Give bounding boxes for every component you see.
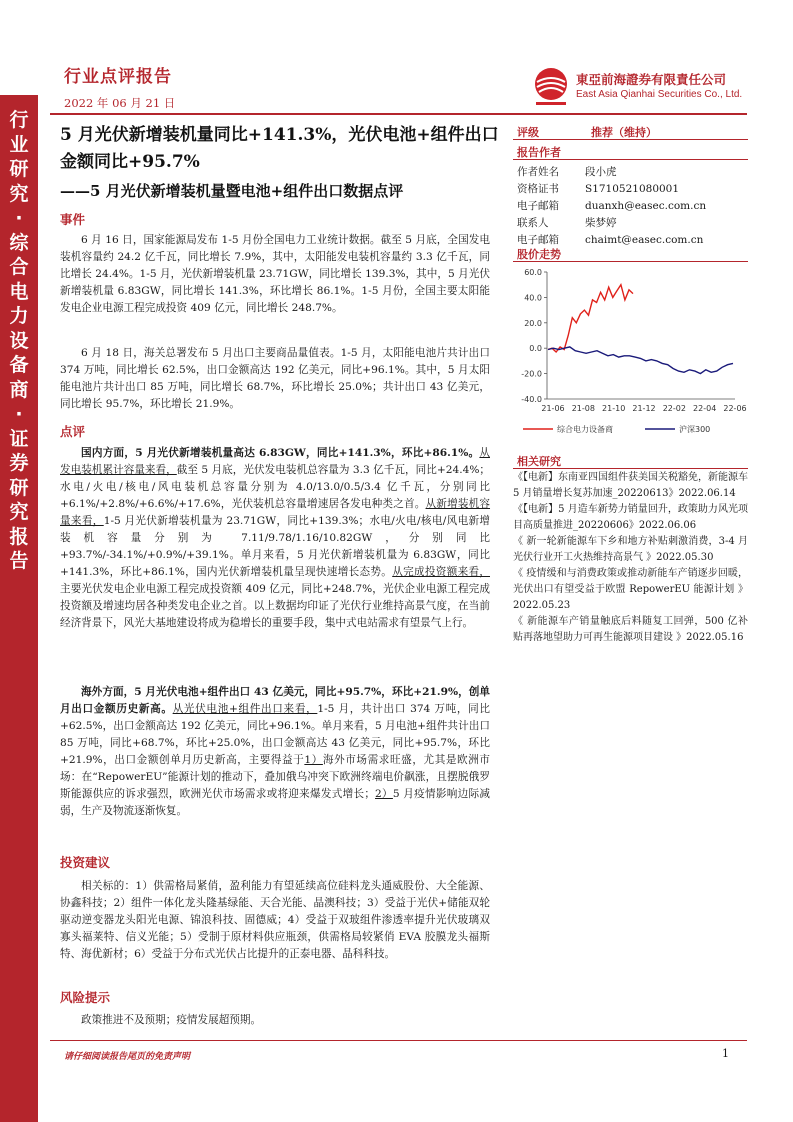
section-comment-heading: 点评 (60, 424, 86, 439)
footer-disclaimer: 请仔细阅读报告尾页的免责声明 (64, 1052, 191, 1062)
chart-series-line (548, 347, 733, 374)
domestic-text-2: 1-5 月光伏新增装机量为 23.71GW，同比+139.3%；水电/火电/核电/风电新增装机容量分别为 7.11/9.78/1.16/10.82GW，分别同比+93.7%/-34.1%/+0.9%/+39.1%。单月来看，5 月光伏新增装机量为 6.83GW，同比+141.3%，环比+86.1%，国内光伏新增装机量呈现快速增长态势。 (60, 515, 491, 578)
sidebar-char: 究 (9, 501, 29, 523)
related-research-item[interactable]: 《【电新】5 月造车新势力销量回升，政策助力风光项目高质量推进_20220606》2022.06.06 (513, 504, 748, 531)
sidebar-char: 证 (9, 427, 29, 450)
chart-y-tick-label: -40.0 (521, 395, 542, 404)
author-row-value: S1710521080001 (585, 183, 680, 195)
overseas-underline-2: 1） (304, 754, 323, 766)
footer-divider (50, 1040, 747, 1041)
domestic-underline-2: 从新增装机容量来看， (60, 498, 491, 527)
overseas-text-1: 1-5 月，共计出口 374 万吨，同比+62.5%，出口金额高达 192 亿美元，同比+96.1%。单月来看，5 月电池+组件共计出口 85 万吨，同比+68.7%，环比+25.0%，出口金额高达 43 亿美元，同比+95.7%，环比+21.9%，出口金额创单月历史新高，主要得益于 (60, 703, 490, 766)
sidebar-char: 业 (9, 133, 29, 156)
chart-x-tick-label: 22-04 (693, 404, 717, 413)
stock-price-chart (513, 262, 748, 447)
sidebar-char: 告 (9, 550, 29, 572)
comment-paragraph-overseas (60, 684, 490, 820)
sidebar-char: 研 (9, 158, 29, 180)
related-section-heading: 相关研究 (513, 451, 748, 469)
sidebar-char: 设 (9, 329, 29, 352)
author-row-value[interactable]: chaimt@easec.com.cn (585, 234, 704, 246)
sidebar-char: 合 (9, 256, 29, 278)
sidebar-char: 研 (9, 476, 29, 499)
section-risk-heading: 风险提示 (60, 990, 111, 1005)
comment-paragraph-domestic (60, 445, 490, 632)
author-section-heading: 报告作者 (513, 142, 748, 160)
header-divider (50, 113, 747, 115)
sidebar-char: 综 (9, 231, 29, 254)
sidebar-char: · (15, 207, 23, 229)
chart-x-tick-label: 21-08 (571, 404, 595, 413)
related-research-item[interactable]: 《 新能源车产销量触底后料随复工回弹，500 亿补贴再落地望助力可再生能源项目建设 》2022.05.16 (513, 616, 748, 643)
report-title: 5 月光伏新增装机量同比+141.3%，光伏电池+组件出口金额同比+95.7% (60, 125, 499, 172)
chart-y-tick-label: -20.0 (521, 369, 542, 379)
author-row (517, 198, 706, 213)
rating-bar (513, 122, 748, 140)
rating-label: 评级 (517, 126, 539, 139)
chart-x-tick-label: 22-06 (723, 404, 747, 413)
chart-x-tick-label: 21-10 (602, 404, 626, 413)
page-number: 1 (722, 1047, 729, 1060)
domestic-underline-1: 从发电装机累计容量来看， (60, 447, 490, 476)
domestic-text-3: 主要光伏发电企业电源工程完成投资额 409 亿元，同比+248.7%，光伏企业电源工程完成投资额及增速均居各种类发电企业之首。以上数据均印证了光伏行业维持高景气度，在当前经济背景下，风光大基地建设将成为稳增长的重要手段，集中式电站需求有望景气上行。 (60, 583, 490, 629)
event-paragraph-1: 6 月 16 日，国家能源局发布 1-5 月份全国电力工业统计数据。截至 5 月底，全国发电装机容量约 24.2 亿千瓦，同比增长 7.9%，其中，太阳能发电装机容量约 3.3 亿千瓦，同比增长 24.4%。1-5 月，光伏新增装机量 23.71GW，同比增长 139.3%，其中，5 月光伏新增装机量 6.83GW，同比增长 141.3%，环比增长 86.1%。1-5 月份，全国主要太阳能发电企业电源工程完成投资 409 亿元，同比增长 248.7%。 (60, 234, 490, 314)
sidebar-char: 券 (9, 452, 29, 474)
section-advice-heading: 投资建议 (60, 855, 111, 870)
sidebar-char: 商 (9, 378, 29, 401)
chart-x-tick-label: 22-02 (662, 404, 686, 413)
author-row-key: 作者姓名 (517, 166, 559, 178)
sidebar-char: · (15, 403, 23, 425)
related-research-item[interactable]: 《 疫情缓和与消费政策或推动新能车产销逐步回暖，光伏出口有望受益于欧盟 RepowerEU 能源计划 》2022.05.23 (513, 568, 748, 611)
related-research-item[interactable]: 《【电新】东南亚四国组件获美国关税豁免，新能源车 5 月销量增长复苏加速_20220613》2022.06.14 (513, 472, 748, 499)
domestic-lead: 国内方面，5 月光伏新增装机量高达 6.83GW，同比+141.3%，环比+86.1%。 (81, 447, 480, 459)
author-row-value: 段小虎 (585, 166, 617, 178)
section-event-heading: 事件 (60, 212, 86, 227)
sidebar-char: 行 (9, 109, 29, 131)
sidebar-char: 究 (9, 182, 29, 205)
sidebar-char: 力 (9, 305, 29, 327)
author-row-key: 联系人 (517, 217, 549, 229)
overseas-text-2: 海外市场需求旺盛，尤其是欧洲市场：在“RepowerEU”能源计划的推动下，叠加俄乌冲突下欧洲终端电价飙涨，且摆脱俄罗斯能源供应的诉求强烈，欧洲光伏市场需求或将迎来爆发式增长； (60, 754, 491, 800)
stock-section-heading: 股价走势 (513, 244, 748, 262)
report-type: 行业点评报告 (64, 67, 172, 87)
author-row-value: 柴梦婷 (585, 217, 617, 229)
domestic-text-1: 截至 5 月底，光伏发电装机总容量为 3.3 亿千瓦，同比+24.4%；水电/火电/核电/风电装机总容量分别为 4.0/13.0/0.5/3.4 亿千瓦，分别同比+6.1%/+2.8%/+6.6%/+17.6%，光伏装机总容量增速居各发电种类之首。 (60, 464, 490, 510)
sidebar-char: 备 (9, 354, 29, 376)
related-research-item[interactable]: 《 新一轮新能源车下乡和地方补贴刺激消费，3-4 月光伏行业开工火热维持高景气 》2022.05.30 (513, 536, 748, 563)
advice-paragraph: 相关标的：1）供需格局紧俏，盈利能力有望延续高位硅料龙头通威股份、大全能源、协鑫科技；2）组件一体化龙头隆基绿能、天合光能、晶澳科技；3）受益于光伏+储能双轮驱动逆变器龙头阳光电源、锦浪科技、固德威；4）受益于双玻组件渗透率提升光伏玻璃双寡头福莱特、信义光能；5）受制于原材料供应瓶颈，供需格局较紧俏 EVA 胶膜龙头福斯特、海优新材；6）受益于分布式光伏占比提升的正泰电器、晶科科技。 (60, 880, 490, 960)
sidebar-char: 电 (9, 280, 29, 303)
author-row (517, 232, 703, 247)
author-row (517, 215, 617, 230)
overseas-text-3: 5 月疫情影响边际减弱，生产及物流逐渐恢复。 (60, 788, 490, 817)
chart-series-line (548, 285, 633, 352)
company-logo-icon (532, 66, 570, 106)
author-row-value[interactable]: duanxh@easec.com.cn (585, 200, 707, 212)
chart-legend-label: 综合电力设备商 (557, 425, 613, 434)
report-date: 2022 年 06 月 21 日 (64, 96, 176, 110)
related-research-list (513, 470, 748, 646)
author-row-key: 电子邮箱 (517, 200, 559, 212)
author-row (517, 164, 617, 179)
author-row-key: 电子邮箱 (517, 234, 559, 246)
overseas-underline-1: 从光伏电池+组件出口来看， (172, 703, 318, 715)
chart-legend-label: 沪深300 (679, 425, 711, 434)
report-subtitle: ——5 月光伏新增装机量暨电池+组件出口数据点评 (60, 182, 404, 200)
chart-x-tick-label: 21-06 (541, 404, 565, 413)
sidebar-char: 报 (9, 525, 29, 548)
chart-x-tick-label: 21-12 (632, 404, 656, 413)
chart-y-tick-label: 20.0 (524, 318, 542, 328)
event-paragraph-2: 6 月 18 日，海关总署发布 5 月出口主要商品量值表。1-5 月，太阳能电池片共计出口 374 万吨，同比增长 62.5%，出口金额高达 192 亿美元，同比+96.1%。其中，5 月太阳能电池片共计出口 85 万吨，同比增长 68.7%，环比增长 25.0%；共计出口 43 亿美元，同比增长 95.7%，环比增长 21.9%。 (60, 347, 490, 410)
domestic-underline-3: 从完成投资额来看， (392, 566, 490, 578)
overseas-underline-3: 2） (375, 788, 393, 800)
sidebar-vertical-title (0, 108, 38, 574)
chart-y-tick-label: 0.0 (529, 344, 542, 354)
author-row (517, 181, 679, 196)
rating-value: 推荐（维持） (591, 126, 657, 139)
author-row-key: 资格证书 (517, 183, 559, 195)
overseas-lead: 海外方面，5 月光伏电池+组件出口 43 亿美元，同比+95.7%，环比+21.9%，创单月出口金额历史新高。 (60, 686, 490, 715)
company-name-cn: 東亞前海證券有限責任公司 (576, 72, 727, 87)
chart-y-tick-label: 40.0 (524, 293, 542, 303)
company-name-en: East Asia Qianhai Securities Co., Ltd. (576, 89, 743, 100)
chart-y-tick-label: 60.0 (524, 268, 542, 277)
risk-paragraph: 政策推进不及预期；疫情发展超预期。 (81, 1014, 262, 1026)
